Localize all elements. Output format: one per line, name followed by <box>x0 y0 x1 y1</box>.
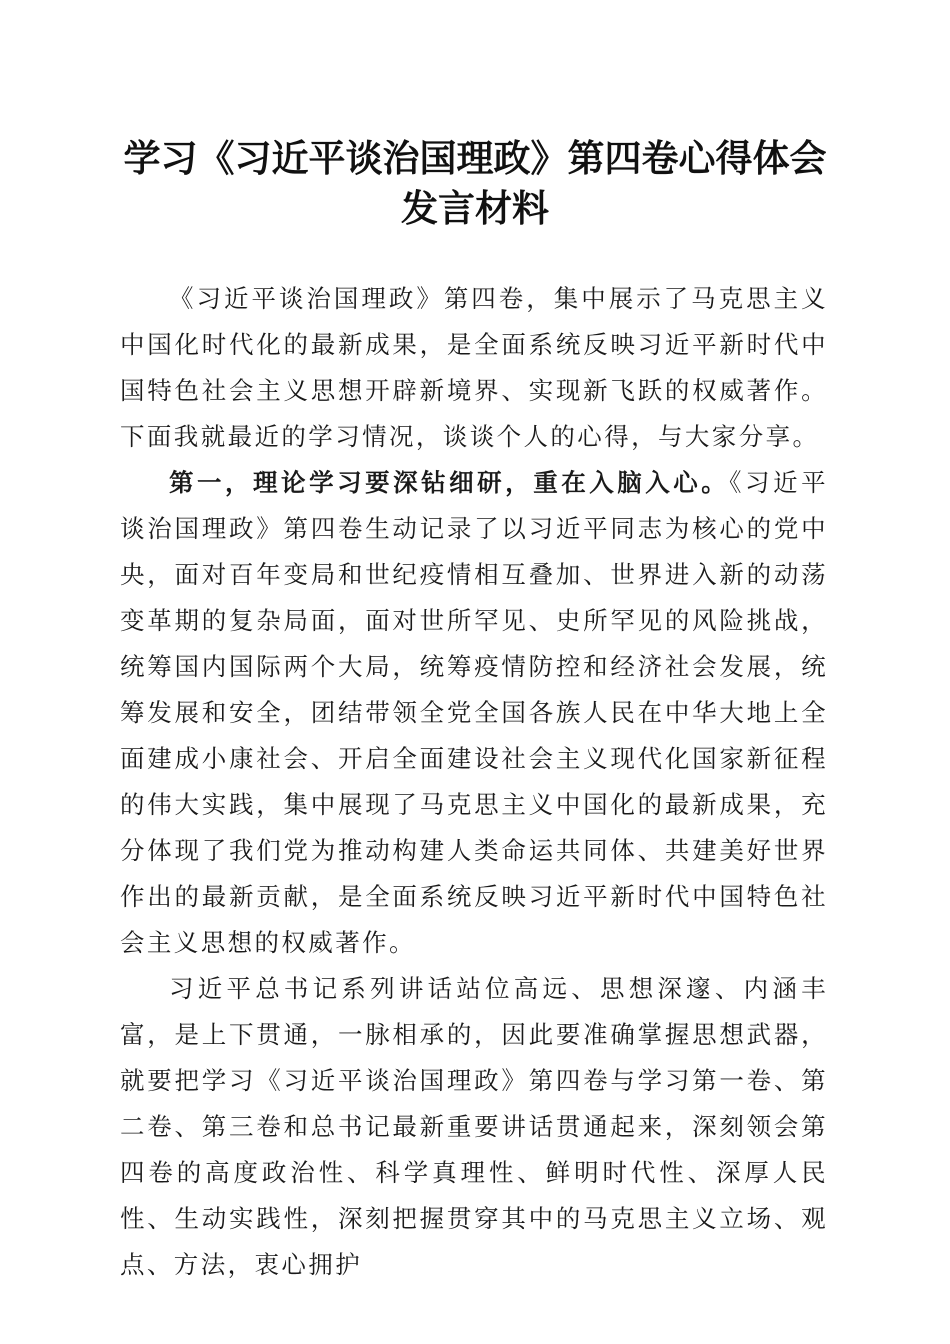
paragraph-text: 《习近平谈治国理政》第四卷，集中展示了马克思主义中国化时代化的最新成果，是全面系统反映习近平新时代中国特色社会主义思想开辟新境界、实现新飞跃的权威著作。下面我就最近的学习情况，谈谈个人的心得，与大家分享。 <box>120 284 828 451</box>
document-body <box>120 276 828 1288</box>
paragraph-text: 《习近平谈治国理政》第四卷生动记录了以习近平同志为核心的党中央，面对百年变局和世纪疫情相互叠加、世界进入新的动荡变革期的复杂局面，面对世所罕见、史所罕见的风险挑战，统筹国内国际两个大局，统筹疫情防控和经济社会发展，统筹发展和安全，团结带领全党全国各族人民在中华大地上全面建成小康社会、开启全面建设社会主义现代化国家新征程的伟大实践，集中展现了马克思主义中国化的最新成果，充分体现了我们党为推动构建人类命运共同体、共建美好世界作出的最新贡献，是全面系统反映习近平新时代中国特色社会主义思想的权威著作。 <box>120 468 828 957</box>
paragraph-lead: 第一，理论学习要深钻细研，重在入脑入心。 <box>169 468 730 497</box>
paragraph-intro <box>120 276 828 460</box>
paragraph-continuation <box>120 966 828 1288</box>
document-title: 学习《习近平谈治国理政》第四卷心得体会发言材料 <box>123 136 827 230</box>
paragraph-point-one <box>120 460 828 966</box>
paragraph-text: 习近平总书记系列讲话站位高远、思想深邃、内涵丰富，是上下贯通，一脉相承的，因此要准确掌握思想武器，就要把学习《习近平谈治国理政》第四卷与学习第一卷、第二卷、第三卷和总书记最新重要讲话贯通起来，深刻领会第四卷的高度政治性、科学真理性、鲜明时代性、深厚人民性、生动实践性，深刻把握贯穿其中的马克思主义立场、观点、方法，衷心拥护 <box>120 974 828 1279</box>
